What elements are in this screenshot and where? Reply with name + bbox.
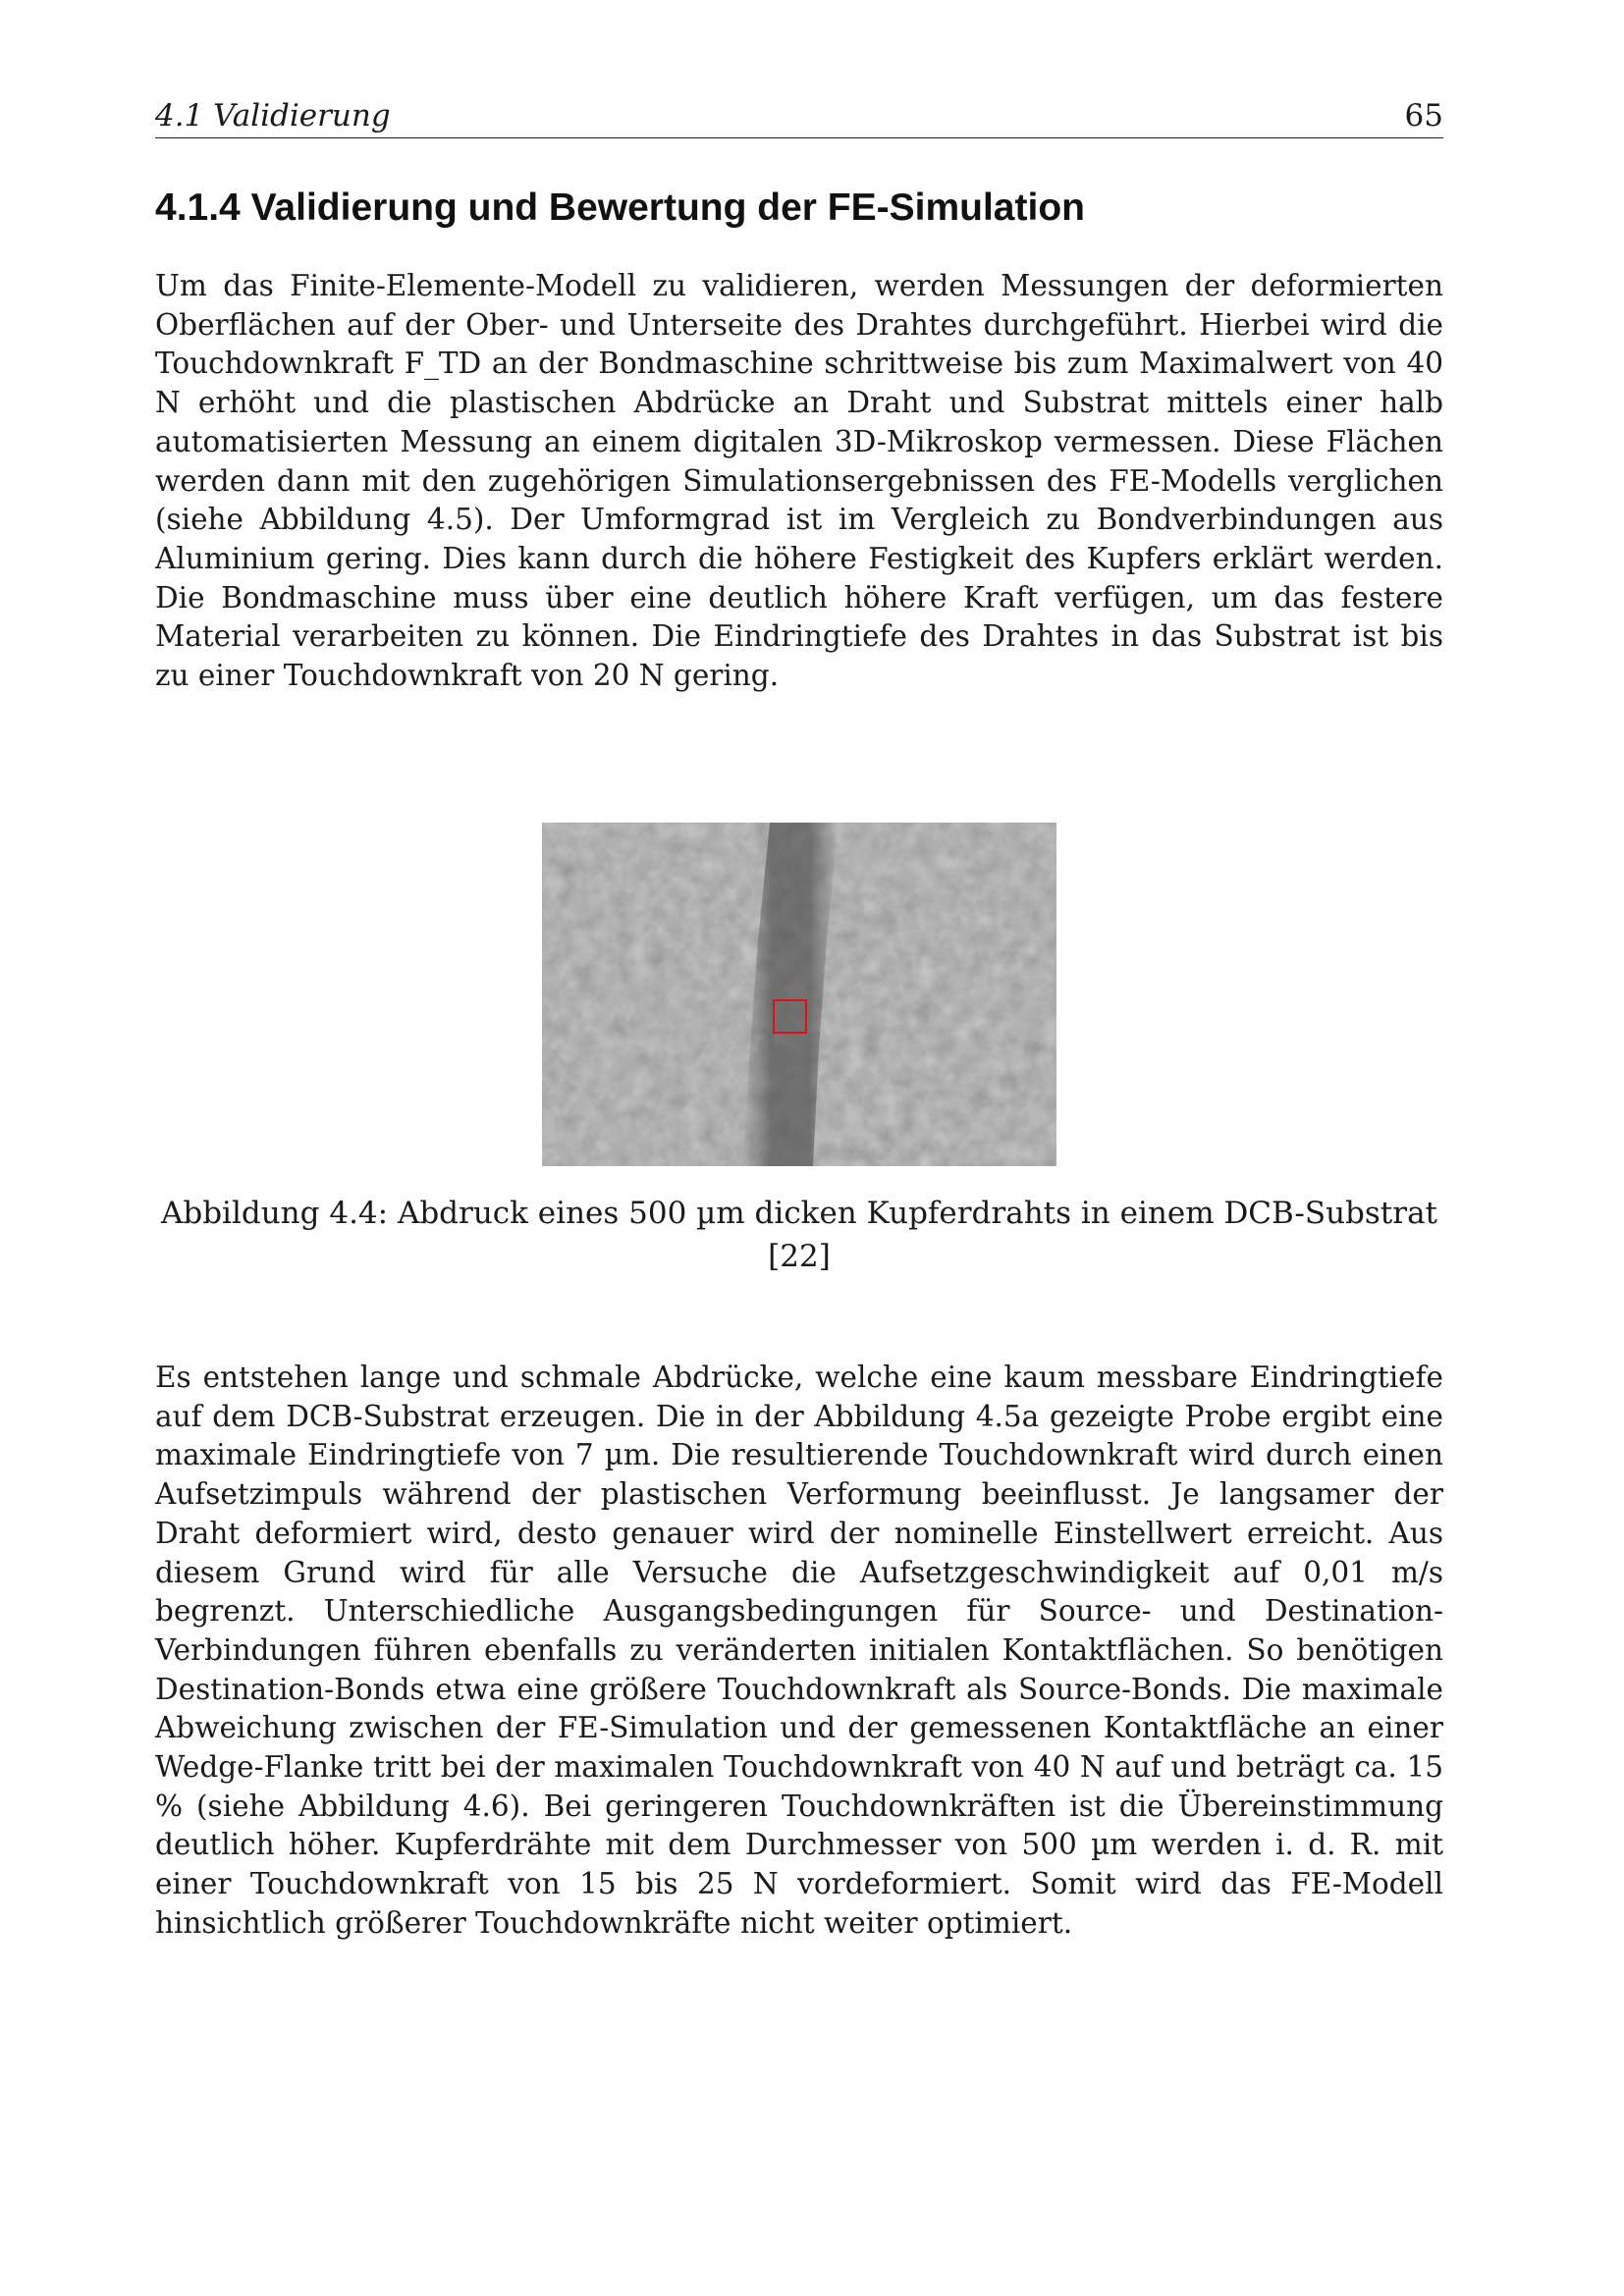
running-header <box>155 94 1443 138</box>
paragraph-intro: Um das Finite-Elemente-Modell zu validieren, werden Messungen der deformierten Oberflächen auf der Ober- und Unterseite des Drahtes durchgeführt. Hierbei wird die Touchdownkraft F_TD an der Bondmaschine schrittweise bis zum Maximalwert von 40 N erhöht und die plastischen Abdrücke an Draht und Substrat mittels einer halb automatisierten Messung an einem digitalen 3D-Mikroskop vermessen. Diese Flächen werden dann mit den zugehörigen Simulationsergebnissen des FE-Modells verglichen (siehe Abbildung 4.5). Der Umformgrad ist im Vergleich zu Bondverbindungen aus Aluminium gering. Dies kann durch die höhere Festigkeit des Kupfers erklärt werden. Die Bondmaschine muss über eine deutlich höhere Kraft verfügen, um das festere Material verarbeiten zu können. Die Eindringtiefe des Drahtes in das Substrat ist bis zu einer Touchdownkraft von 20 N gering. <box>155 269 1443 693</box>
paragraph-results: Es entstehen lange und schmale Abdrücke, welche eine kaum messbare Eindringtiefe auf dem DCB-Substrat erzeugen. Die in der Abbildung 4.5a gezeigte Probe ergibt eine maximale Eindringtiefe von 7 µm. Die resultierende Touchdownkraft wird durch einen Aufsetzimpuls während der plastischen Verformung beeinflusst. Je langsamer der Draht deformiert wird, desto genauer wird der nominelle Einstellwert erreicht. Aus diesem Grund wird für alle Versuche die Aufsetzgeschwindigkeit auf 0,01 m/s begrenzt. Unterschiedliche Ausgangsbedingungen für Source- und Destination-Verbindungen führen ebenfalls zu veränderten initialen Kontaktflächen. So benötigen Destination-Bonds etwa eine größere Touchdownkraft als Source-Bonds. Die maximale Abweichung zwischen der FE-Simulation und der gemessenen Kontaktfläche an einer Wedge-Flanke tritt bei der maximalen Touchdownkraft von 40 N auf und beträgt ca. 15 % (siehe Abbildung 4.6). Bei geringeren Touchdownkräften ist die Übereinstimmung deutlich höher. Kupferdrähte mit dem Durchmesser von 500 µm werden i. d. R. mit einer Touchdownkraft von 15 bis 25 N vordeformiert. Somit wird das FE-Modell hinsichtlich größerer Touchdownkräfte nicht weiter optimiert. <box>155 1361 1443 1940</box>
section-title: 4.1.4 Validierung und Bewertung der FE-Simulation <box>155 187 1085 229</box>
figure-caption: Abbildung 4.4: Abdruck eines 500 µm dicken Kupferdrahts in einem DCB-Substrat [22] <box>160 1196 1438 1274</box>
header-section: 4.1 Validierung <box>155 98 391 133</box>
page-number: 65 <box>1404 98 1443 133</box>
sem-micrograph-image <box>542 823 1056 1166</box>
sem-micrograph-figure <box>542 823 1056 1166</box>
